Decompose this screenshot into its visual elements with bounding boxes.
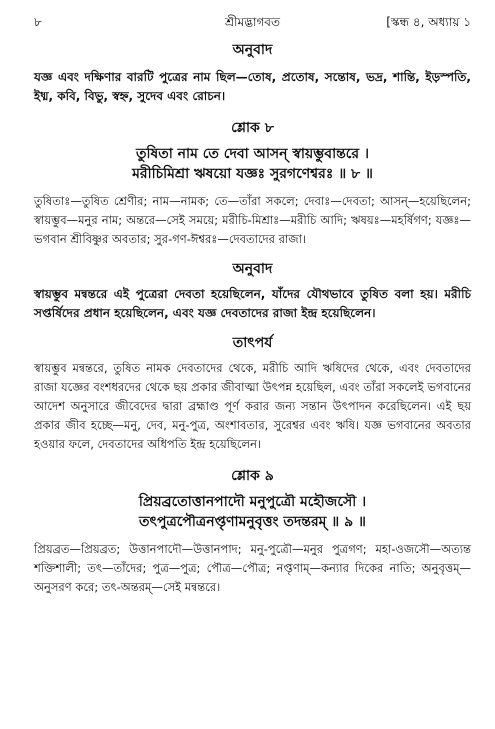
purport-heading: তাৎপর্য [232, 335, 273, 351]
book-page [34, 0, 471, 597]
page-header [34, 0, 471, 28]
verse-8-purport: স্বায়ম্ভুব মন্বন্তরে, তুষিত নামক দেবতাদের থেকে, মরীচি আদি ঋষিদের থেকে, এবং দেবতাদের রাজা যজ্ঞের বংশধরদের থেকে ছয় প্রকার জীবাত্মা উৎপন্ন হয়েছিল, এবং তাঁরা সকলেই ভগবানের আদেশ অনুসারে জীবেদের দ্বারা ব্রহ্মাণ্ড পূর্ণ করার জন্য সন্তান উৎপাদন করেছিলেন। এই ছয় প্রকার জীব হচ্ছে—মনু, দেব, মনু-পুত্র, অংশাবতার, সুরেশ্বর এবং ঋষি। যজ্ঞ ভগবানের অবতার হওয়ার ফলে, দেবতাদের অধিপতি ইন্দ্র হয়েছিলেন। [34, 361, 471, 451]
translation-text-1: যজ্ঞ এবং দক্ষিণার বারটি পুত্রের নাম ছিল—তোষ, প্রতোষ, সন্তোষ, ভদ্র, শান্তি, ইড়স্পতি, ইধ্ম, কবি, বিভু, স্বহ্ন, সুদেব এবং রোচন। [34, 70, 471, 103]
translation-heading-1: অনুবাদ [232, 42, 273, 58]
verse-8-synonyms: তুষিতাঃ—তুষিত শ্রেণীর; নাম—নামক; তে—তাঁরা সকলে; দেবাঃ—দেবতা; আসন্—হয়েছিলেন; স্বায়ম্ভুব—মনুর নাম; অন্তরে—সেই সময়ে; মরীচি-মিশ্রাঃ—মরীচি আদি; ঋষয়ঃ—মহর্ষিগণ; যজ্ঞঃ—ভগবান শ্রীবিষ্ণুর অবতার; সুর-গণ-ঈশ্বরঃ—দেবতাদের রাজা। [34, 194, 471, 246]
verse-9-line-2: তৎপুত্রপৌত্রনপ্তৃণামনুবৃত্তং তদন্তরম্ ॥ ৯ ॥ [139, 514, 366, 530]
verse-9-synonyms: প্রিয়ব্রত—প্রিয়ব্রত; উত্তানপাদৌ—উত্তানপাদ; মনু-পুত্রৌ—মনুর পুত্রগণ; মহা-ওজসৌ—অত্যন্ত শক্তিশালী; তৎ—তাঁদের; পুত্র—পুত্র; পৌত্র—পৌত্র; নপ্তৃণাম্—কন্যার দিকের নাতি; অনুবৃত্তম্—অনুসরণ করে; তৎ-অন্তরম্—সেই মন্বন্তরে। [34, 542, 471, 594]
verse-8-translation: স্বায়ম্ভুব মন্বন্তরে এই পুত্রেরা দেবতা হয়েছিলেন, যাঁদের যৌথভাবে তুষিত বলা হয়। মরীচি সপ্তর্ষিদের প্রধান হয়েছিলেন, এবং যজ্ঞ দেবতাদের রাজা ইন্দ্র হয়েছিলেন। [34, 287, 471, 320]
book-title: শ্রীমদ্ভাগবত [224, 15, 280, 29]
verse-8-heading: শ্লোক ৮ [231, 120, 274, 136]
verse-9-heading: শ্লোক ৯ [231, 468, 274, 484]
chapter-location: [স্কন্ধ ৪, অধ্যায় ১ [386, 15, 471, 29]
verse-8-line-1: তুষিতা নাম তে দেবা আসন্ স্বায়ম্ভুবান্তরে । [136, 146, 369, 162]
page-number: ৮ [34, 15, 42, 29]
translation-heading-2: অনুবাদ [232, 261, 273, 277]
verse-8-line-2: মরীচিমিশ্রা ঋষয়ো যজ্ঞঃ সুরগণেশ্বরঃ ॥ ৮ ॥ [132, 166, 373, 182]
verse-9-line-1: প্রিয়ব্রতোত্তানপাদৌ মনুপুত্রৌ মহৌজসৌ । [138, 494, 367, 510]
